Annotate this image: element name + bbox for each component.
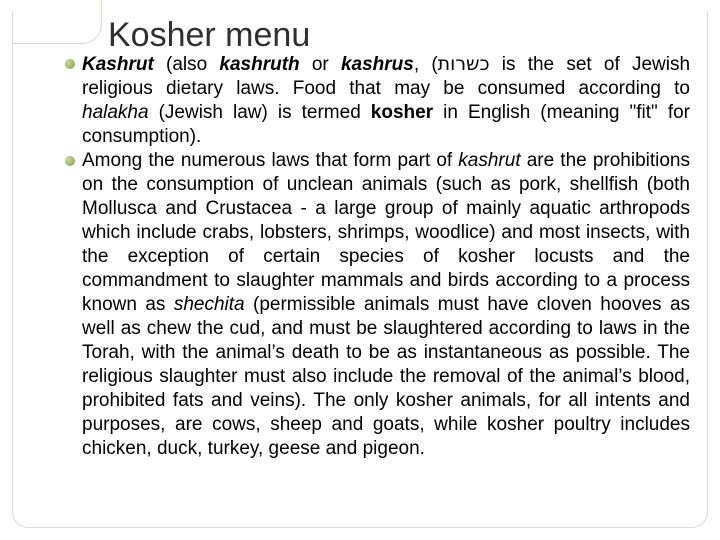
text-segment: , ( xyxy=(413,54,438,75)
bullet-prohibitions xyxy=(82,149,690,461)
text-segment: (also xyxy=(153,54,220,75)
term-kosher: kosher xyxy=(370,102,434,123)
bullet-kashrut-definition xyxy=(82,52,690,149)
text-segment: is the set of Jewish religious dietary laws. Food that may be consumed according to xyxy=(82,54,691,99)
text-segment: are the prohibitions on the consumption of unclean animals (such as pork, shellfish (both Mollusca and Crustacea - a large group of mainly aquatic arthropods which include crabs, lobsters, shrimps, woodlice) and most insects, with the exception of certain species of kosher locusts and the commandment to slaughter mammals and birds according to a process known as xyxy=(82,150,690,315)
slide-corner-decoration xyxy=(12,0,102,44)
bullet-dot-icon xyxy=(65,156,75,166)
slide-title: Kosher menu xyxy=(108,16,311,54)
term-kashrus: kashrus xyxy=(340,54,414,75)
text-segment: in English (meaning "fit" for consumption). xyxy=(82,102,690,147)
hebrew-term: כשרות xyxy=(437,53,490,75)
term-halakha: halakha xyxy=(82,102,149,123)
term-shechita: shechita xyxy=(173,294,245,315)
text-segment: or xyxy=(299,54,341,75)
bullet-list xyxy=(82,52,690,461)
bullet-dot-icon xyxy=(65,59,75,69)
term-kashrut: Kashrut xyxy=(82,54,154,75)
text-segment: (Jewish law) is termed xyxy=(148,102,371,123)
term-kashrut-italic: kashrut xyxy=(458,150,521,171)
term-kashruth: kashruth xyxy=(219,54,300,75)
text-segment: Among the numerous laws that form part of xyxy=(82,150,459,171)
text-segment: (permissible animals must have cloven hooves as well as chew the cud, and must be slaughtered according to laws in the Torah, with the animal’s death to be as instantaneous as possible. The religious slaughter must also include the removal of the animal’s blood, prohibited fats and veins). The only kosher animals, for all intents and purposes, are cows, sheep and goats, while kosher poultry includes chicken, duck, turkey, geese and pigeon. xyxy=(82,294,691,459)
